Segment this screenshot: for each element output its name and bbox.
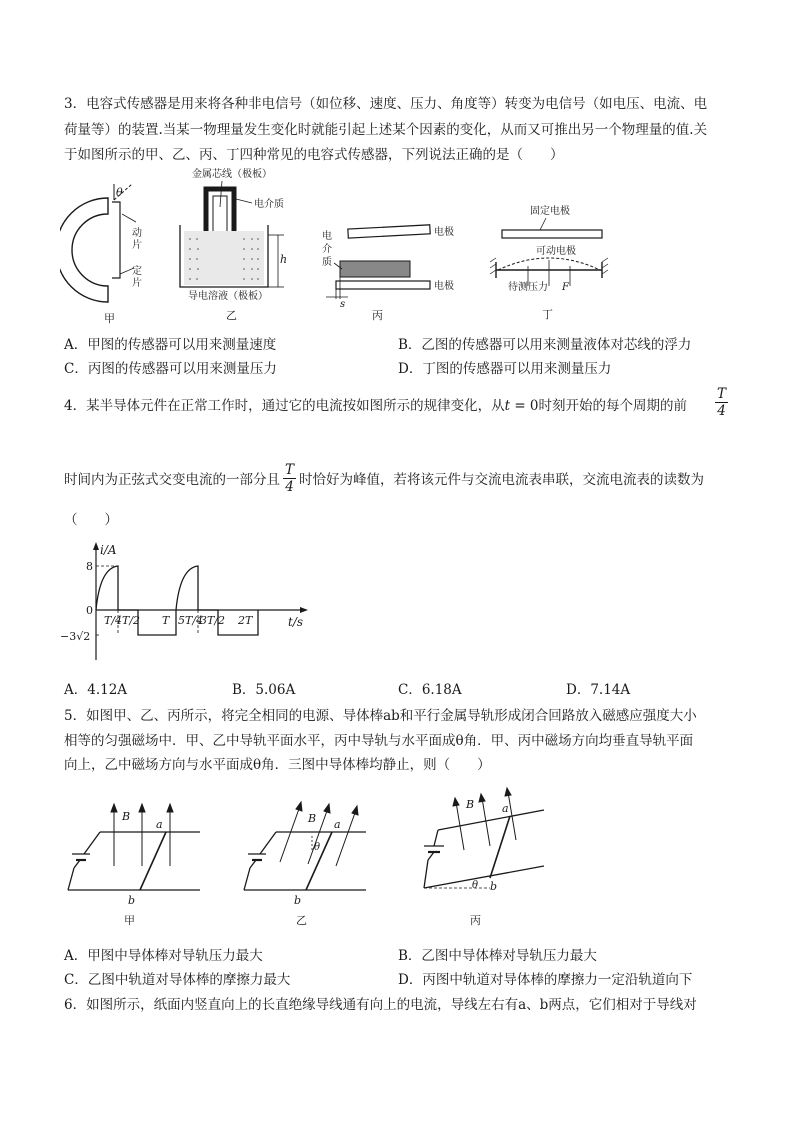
caption-yi: 乙	[226, 309, 237, 322]
q3-option-d[interactable]: D．丁图的传感器可以用来测量压力	[398, 361, 612, 377]
q4-option-c[interactable]: C．6.18A	[398, 682, 462, 698]
q5-figure-yi	[236, 790, 406, 930]
caption-jia: 甲	[104, 312, 115, 325]
label-pian1: 片	[132, 240, 142, 251]
caption-ding: 丁	[542, 308, 553, 321]
frac-num: T	[717, 386, 727, 402]
y-tick-neg: −3√2	[60, 630, 91, 643]
tick-T4: T/4	[104, 614, 123, 627]
q4-text-d: 时恰好为峰值，若将该元件与交流电流表串联，交流电流表的读数为	[299, 472, 705, 488]
caption-bing: 丙	[372, 309, 383, 322]
frac-num-2: T	[285, 462, 295, 478]
q3-option-a[interactable]: A．甲图的传感器可以用来测量速度	[64, 337, 277, 353]
y-tick-8: 8	[86, 560, 93, 573]
label-dong: 动	[132, 228, 142, 239]
q5-stem-line3: 向上，乙中磁场方向与水平面成θ角．三图中导体棒均静止，则（ ）	[64, 757, 491, 773]
theta-label: θ	[116, 186, 123, 199]
q4-var-t: t	[504, 398, 511, 414]
q4-fraction-2	[283, 462, 296, 495]
q5-caption-jia: 甲	[124, 914, 135, 927]
q4-option-d[interactable]: D．7.14A	[566, 682, 631, 698]
q5-stem-line2: 相等的匀强磁场中．甲、乙中导轨平面水平，丙中导轨与水平面成θ角．甲、丙中磁场方向均垂直导轨平面	[64, 733, 694, 749]
yi-a: a	[334, 818, 341, 831]
s-label: s	[340, 299, 346, 310]
q4-text-a: 4．某半导体元件在正常工作时，通过它的电流按如图所示的规律变化，从	[64, 398, 505, 414]
tick-3T2: 3T/2	[200, 614, 226, 627]
pressure-label: 待测压力	[508, 282, 548, 293]
yi-b: b	[294, 894, 302, 907]
q5-option-a[interactable]: A．甲图中导体棒对导轨压力最大	[64, 948, 263, 964]
tick-T2: T/2	[122, 614, 141, 627]
dielectric-label: 电介质	[254, 199, 284, 210]
q3-stem-line3: 于如图所示的甲、乙、丙、丁四种常见的电容式传感器，下列说法正确的是（ ）	[64, 147, 564, 163]
moving-plate	[112, 202, 120, 278]
q4-option-b[interactable]: B．5.06A	[232, 682, 296, 698]
frac-den-2: 4	[285, 479, 294, 495]
label-pian2: 片	[132, 278, 142, 289]
yi-theta: θ	[314, 842, 321, 853]
fixed-electrode-label: 固定电极	[530, 206, 570, 217]
q4-current-graph	[58, 538, 318, 663]
yi-B: B	[308, 812, 317, 825]
bing-b: b	[490, 880, 498, 893]
q4-text-c: 时间内为正弦式交变电流的一部分且	[64, 472, 280, 488]
jia-b: b	[128, 894, 136, 907]
jia-B: B	[122, 810, 131, 823]
tick-2T: 2T	[238, 614, 253, 627]
movable-electrode-label: 可动电极	[536, 246, 576, 257]
q5-option-d[interactable]: D．丙图中轨道对导体棒的摩擦力一定沿轨道向下	[398, 972, 693, 988]
q3-figure-bing	[318, 215, 468, 325]
jia-a: a	[156, 818, 163, 831]
frac-den: 4	[717, 403, 726, 419]
q5-stem-line1: 5．如图甲、乙、丙所示，将完全相同的电源、导体棒ab和平行金属导轨形成闭合回路放入磁感应强度大小	[64, 708, 697, 724]
q5-figure-jia	[60, 790, 230, 930]
q3-stem-line2: 荷量等）的装置.当某一物理量发生变化时就能引起上述某个因素的变化，从而又可推出另一个物理量的值.关	[64, 122, 708, 138]
q6-stem-line1: 6．如图所示，纸面内竖直向上的长直绝缘导线通有向上的电流，导线左右有a、b两点，它们相对于导线对	[64, 997, 697, 1013]
q3-stem-line1: 3．电容式传感器是用来将各种非电信号（如位移、速度、压力、角度等）转变为电信号（如电压、电流、电	[64, 96, 708, 112]
q3-figure-ding	[486, 200, 616, 325]
electrode-bottom-label: 电极	[434, 281, 454, 292]
h-label: h	[280, 253, 288, 266]
dielectric-char-3: 质	[322, 257, 332, 268]
core-label: 金属芯线（极板）	[192, 169, 272, 180]
q5-caption-bing: 丙	[470, 914, 481, 927]
bing-B: B	[466, 798, 475, 811]
fixed-plate	[60, 198, 108, 302]
q4-fraction-1	[715, 386, 728, 419]
dielectric-char-2: 介	[322, 244, 332, 255]
bing-theta: θ	[472, 880, 479, 891]
tick-5T4: 5T/4	[178, 614, 204, 627]
label-ding: 定	[132, 266, 142, 277]
y-tick-0: 0	[86, 604, 93, 617]
q3-option-c[interactable]: C．丙图的传感器可以用来测量压力	[64, 361, 277, 377]
electrode-top-label: 电极	[434, 227, 454, 238]
tick-T: T	[162, 614, 170, 627]
q5-option-c[interactable]: C．乙图中轨道对导体棒的摩擦力最大	[64, 972, 291, 988]
q4-stem-line2	[64, 464, 704, 497]
q4-option-a[interactable]: A．4.12A	[64, 682, 128, 698]
liquid-label: 导电溶液（极板）	[188, 291, 268, 302]
F-label: F	[562, 282, 569, 293]
q4-text-b: = 0时刻开始的每个周期的前	[510, 398, 688, 414]
y-axis-label: i/A	[100, 543, 117, 557]
q5-figure-bing	[416, 784, 566, 930]
q3-figure-jia	[60, 178, 170, 328]
q4-stem-line3: （ ）	[64, 512, 118, 528]
q3-option-b[interactable]: B．乙图的传感器可以用来测量液体对芯线的浮力	[398, 337, 692, 353]
q4-stem-line1	[64, 394, 687, 414]
dielectric-char-1: 电	[322, 231, 332, 242]
q3-figure-yi	[170, 165, 310, 325]
bing-a: a	[502, 802, 509, 815]
q5-option-b[interactable]: B．乙图中导体棒对导轨压力最大	[398, 948, 597, 964]
x-axis-label: t/s	[288, 615, 304, 629]
q5-caption-yi: 乙	[296, 914, 307, 927]
